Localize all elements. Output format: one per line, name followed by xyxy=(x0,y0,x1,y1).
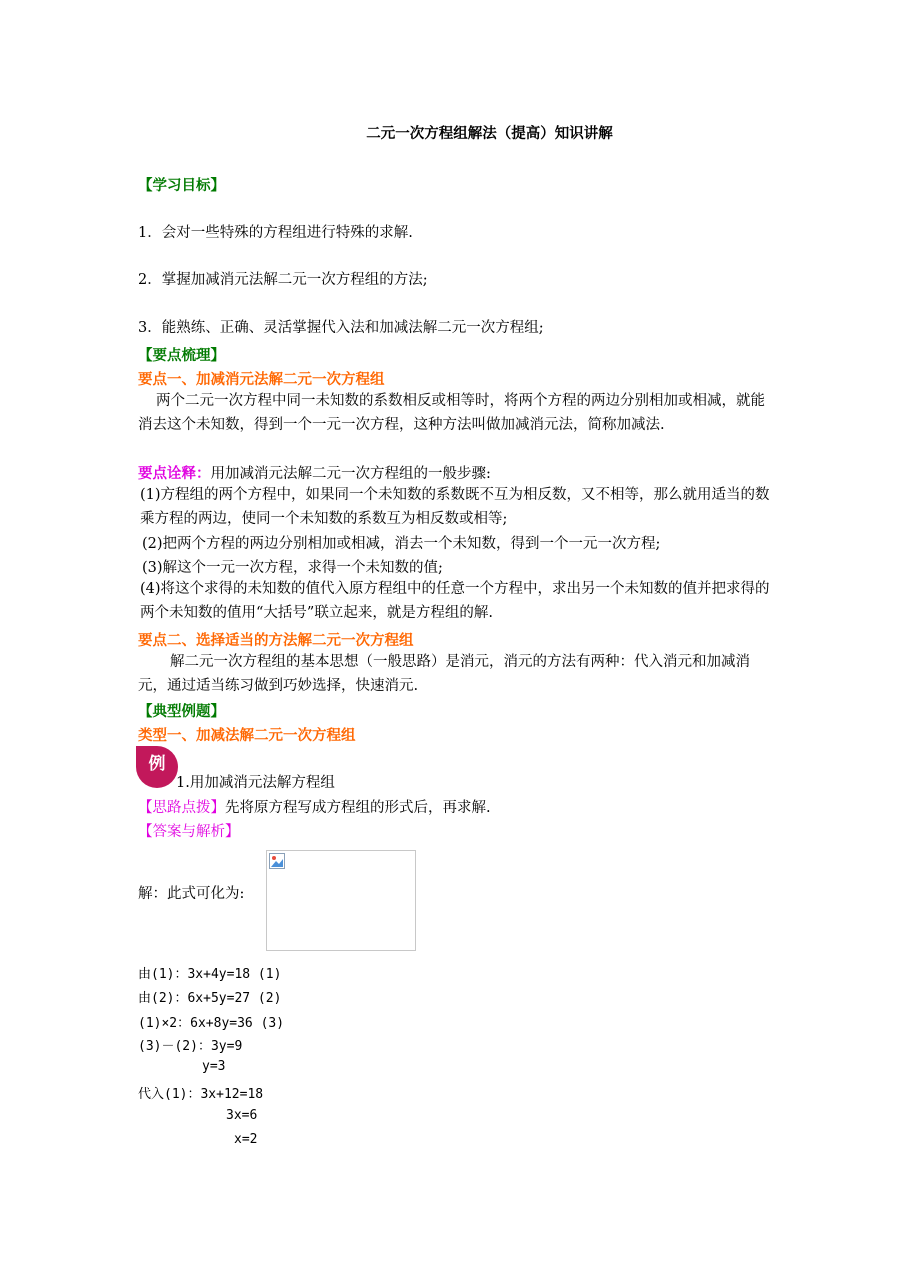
point2-title: 要点二、选择适当的方法解二元一次方程组 xyxy=(138,632,414,649)
step-1: (1)方程组的两个方程中，如果同一个未知数的系数既不互为相反数，又不相等，那么就用适当的数乘方程的两边，使同一个未知数的系数互为相反数或相等; xyxy=(140,487,770,527)
solution-line-1: 由(1)：3x+4y=18 (1) xyxy=(138,967,282,982)
hint-text: 先将原方程写成方程组的形式后，再求解. xyxy=(225,800,491,816)
solution-line-6: 代入(1)：3x+12=18 xyxy=(138,1087,264,1102)
hint-line xyxy=(138,796,491,817)
solution-line-4: (3)－(2)：3y=9 xyxy=(138,1039,243,1054)
solution-intro: 解：此式可化为: xyxy=(138,886,245,902)
learning-goals-heading: 【学习目标】 xyxy=(138,177,225,194)
hint-label: 【思路点拨】 xyxy=(138,800,225,816)
goal-item-2: 2．掌握加减消元法解二元一次方程组的方法; xyxy=(138,272,428,288)
point1-title: 要点一、加减消元法解二元一次方程组 xyxy=(138,371,385,388)
type1-title: 类型一、加减法解二元一次方程组 xyxy=(138,727,356,744)
point2-text: 解二元一次方程组的基本思想（一般思路）是消元，消元的方法有两种：代入消元和加减消元，通过适当练习做到巧妙选择，快速消元. xyxy=(138,654,750,694)
goal-item-3: 3．能熟练、正确、灵活掌握代入法和加减法解二元一次方程组; xyxy=(138,320,544,336)
example-badge-icon: 例 xyxy=(136,746,178,788)
solution-line-8: x=2 xyxy=(234,1132,258,1147)
note-label: 要点诠释： xyxy=(138,465,211,482)
step-3: (3)解这个一元一次方程，求得一个未知数的值; xyxy=(142,560,443,576)
note-line xyxy=(138,462,491,483)
solution-line-2: 由(2)：6x+5y=27 (2) xyxy=(138,991,282,1006)
example-1-text: 1.用加减消元法解方程组 xyxy=(176,775,335,791)
step-2: (2)把两个方程的两边分别相加或相减，消去一个未知数，得到一个一元一次方程; xyxy=(142,536,661,552)
broken-image-icon xyxy=(269,853,285,869)
key-points-heading: 【要点梳理】 xyxy=(138,347,225,364)
solution-line-5: y=3 xyxy=(202,1059,226,1074)
solution-line-3: (1)×2：6x+8y=36 (3) xyxy=(138,1016,285,1031)
answer-label: 【答案与解析】 xyxy=(138,824,240,840)
step-4: (4)将这个求得的未知数的值代入原方程组中的任意一个方程中，求出另一个未知数的值并把求得的两个未知数的值用“大括号”联立起来，就是方程组的解. xyxy=(140,581,770,621)
examples-heading: 【典型例题】 xyxy=(138,703,225,720)
page-title: 二元一次方程组解法（提高）知识讲解 xyxy=(366,125,613,142)
solution-line-7: 3x=6 xyxy=(226,1108,258,1123)
note-text: 用加减消元法解二元一次方程组的一般步骤: xyxy=(210,466,491,482)
goal-item-1: 1．会对一些特殊的方程组进行特殊的求解. xyxy=(138,225,413,241)
equation-image-placeholder xyxy=(266,850,416,951)
point1-text: 两个二元一次方程中同一未知数的系数相反或相等时，将两个方程的两边分别相加或相减，就能消去这个未知数，得到一个一元一次方程，这种方法叫做加减消元法，简称加减法. xyxy=(138,393,765,433)
